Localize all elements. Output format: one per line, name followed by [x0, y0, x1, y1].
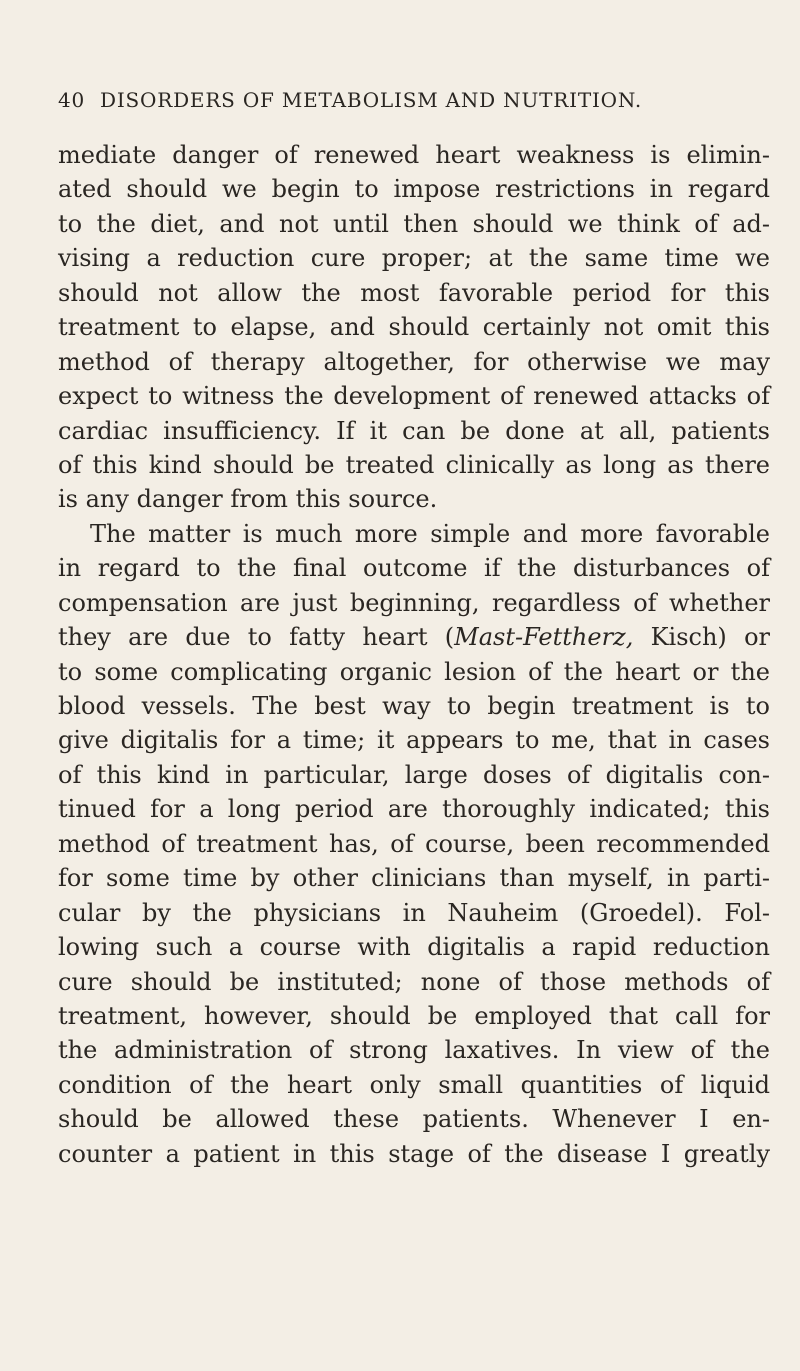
text-segment: they are due to fatty heart (: [58, 623, 455, 652]
text-line: mediate danger of renewed heart weakness is elimin-: [58, 141, 770, 169]
text-line: vising a reduction cure proper; at the same time we: [58, 244, 770, 273]
text-line: treatment, however, should be employed that call for: [58, 1001, 770, 1030]
paragraph-end-line: is any danger from this source.: [58, 485, 438, 514]
text-line: lowing such a course with digitalis a rapid reduction: [58, 933, 770, 962]
text-line: method of therapy altogether, for otherwise we may: [58, 347, 770, 376]
running-head: [58, 88, 758, 118]
text-line: condition of the heart only small quantities of liquid: [58, 1070, 770, 1099]
page-number: 40: [58, 88, 86, 112]
text-line: counter a patient in this stage of the disease I greatly: [58, 1139, 770, 1168]
text-line: give digitalis for a time; it appears to me, that in cases: [58, 726, 770, 755]
text-line: tinued for a long period are thoroughly indicated; this: [58, 795, 770, 824]
text-line: to some complicating organic lesion of the heart or the: [58, 657, 770, 686]
text-line: cardiac insufficiency. If it can be done at all, patients: [58, 416, 770, 445]
text-line: treatment to elapse, and should certainly not omit this: [58, 313, 770, 342]
text-line: should not allow the most favorable period for this: [58, 278, 770, 307]
text-line: compensation are just beginning, regardless of whether: [58, 588, 770, 617]
text-line-with-italic: [58, 620, 770, 654]
text-line: expect to witness the development of renewed attacks of: [58, 382, 770, 411]
text-line: ated should we begin to impose restrictions in regard: [58, 175, 770, 204]
text-line: cure should be instituted; none of those methods of: [58, 967, 770, 996]
paragraph-start-line: The matter is much more simple and more favorable: [90, 519, 770, 548]
text-segment: Kisch) or: [633, 623, 770, 652]
italic-term: Mast-Fettherz,: [454, 623, 634, 652]
text-line: in regard to the final outcome if the disturbances of: [58, 554, 770, 583]
text-line: cular by the physicians in Nauheim (Groedel). Fol-: [58, 898, 770, 927]
text-line: of this kind should be treated clinically as long as there: [58, 450, 770, 479]
text-line: to the diet, and not until then should we think of ad-: [58, 209, 770, 238]
body-text: [58, 138, 770, 1171]
text-line: the administration of strong laxatives. In view of the: [58, 1036, 770, 1065]
text-line: method of treatment has, of course, been recommended: [58, 829, 770, 858]
running-title: DISORDERS OF METABOLISM AND NUTRITION.: [100, 88, 643, 112]
text-line: of this kind in particular, large doses of digitalis con-: [58, 760, 770, 789]
text-line: should be allowed these patients. Whenever I en-: [58, 1105, 770, 1134]
text-line: blood vessels. The best way to begin treatment is to: [58, 692, 770, 720]
text-line: for some time by other clinicians than myself, in parti-: [58, 864, 770, 893]
